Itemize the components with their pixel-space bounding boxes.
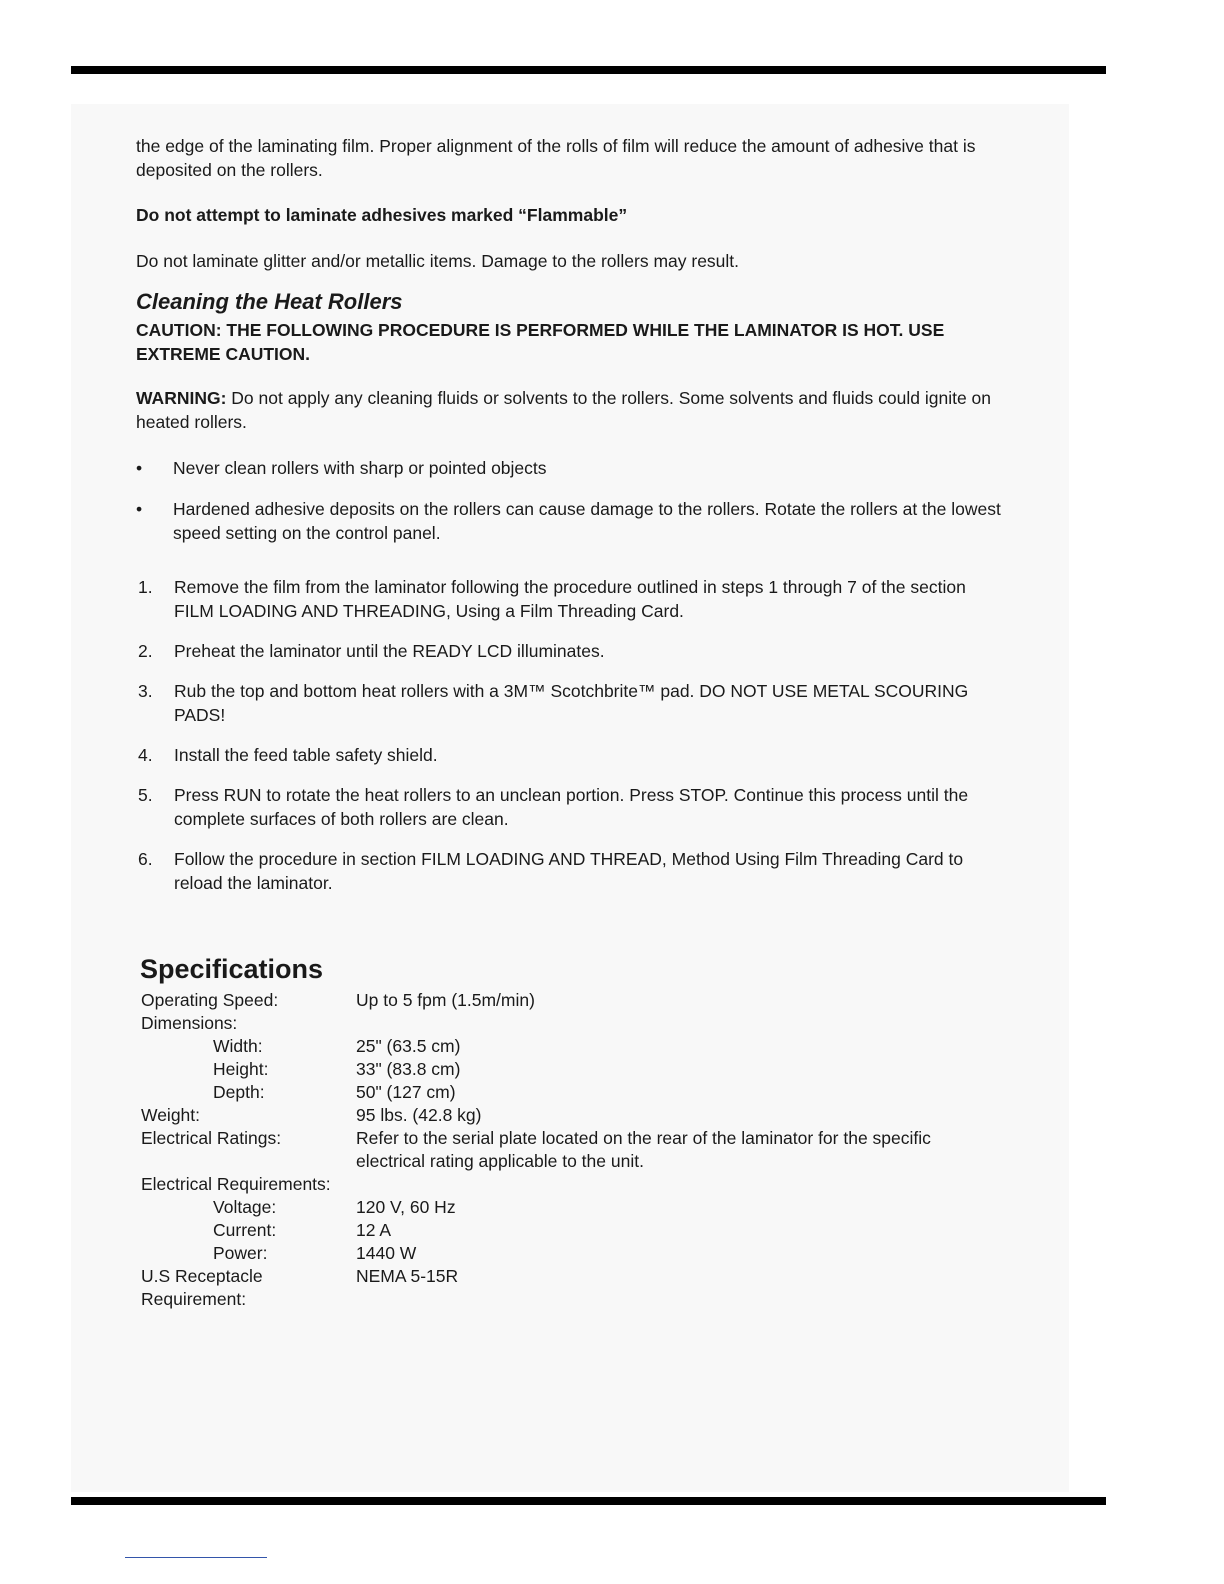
spec-row-depth (141, 1081, 1001, 1104)
step-number: 1. (138, 577, 153, 597)
spec-value: 120 V, 60 Hz (356, 1197, 456, 1217)
bottom-rule (71, 1497, 1106, 1505)
top-rule (71, 66, 1106, 74)
step-number: 6. (138, 849, 153, 869)
spec-value: Up to 5 fpm (1.5m/min) (356, 990, 535, 1010)
bullet-text: Never clean rollers with sharp or pointed objects (173, 458, 547, 478)
step-number: 2. (138, 641, 153, 661)
intro-paragraph: the edge of the laminating film. Proper alignment of the rolls of film will reduce the amount of adhesive that is deposited on the rollers. (136, 136, 976, 180)
step-number: 3. (138, 681, 153, 701)
spec-row-power (141, 1242, 1001, 1265)
bullet-text: Hardened adhesive deposits on the rollers can cause damage to the rollers. Rotate the rollers at the lowest speed setting on the control panel. (173, 499, 1001, 543)
spec-row-dimensions (141, 1012, 1001, 1035)
footer-underline (125, 1557, 267, 1558)
spec-row-width (141, 1035, 1001, 1058)
step-text: Preheat the laminator until the READY LCD illuminates. (174, 641, 605, 661)
spec-value: 33" (83.8 cm) (356, 1059, 461, 1079)
spec-label: Electrical Requirements: (141, 1174, 331, 1194)
cleaning-bullets (136, 456, 1006, 545)
specifications-table (141, 989, 1001, 1311)
cleaning-heading: Cleaning the Heat Rollers (136, 289, 403, 314)
spec-label: Dimensions: (141, 1013, 238, 1033)
spec-value: 95 lbs. (42.8 kg) (356, 1105, 482, 1125)
spec-value: 25" (63.5 cm) (356, 1036, 461, 1056)
cleaning-steps (136, 575, 1006, 895)
step-text: Follow the procedure in section FILM LOADING AND THREAD, Method Using Film Threading Card to reload the laminator. (174, 849, 964, 893)
spec-row-voltage (141, 1196, 1001, 1219)
step-text: Install the feed table safety shield. (174, 745, 438, 765)
spec-row-receptacle (141, 1265, 1001, 1311)
spec-label: Current: (213, 1220, 277, 1240)
step-text: Remove the film from the laminator following the procedure outlined in steps 1 through 7 of the section FILM LOADING AND THREADING, Using a Film Threading Card. (174, 577, 966, 621)
spec-row-current (141, 1219, 1001, 1242)
step-text: Press RUN to rotate the heat rollers to an unclean portion. Press STOP. Continue this process until the complete surfaces of both rollers are clean. (174, 785, 969, 829)
glitter-notice: Do not laminate glitter and/or metallic items. Damage to the rollers may result. (136, 251, 740, 271)
step-number: 5. (138, 785, 153, 805)
step-item (136, 575, 1006, 623)
spec-row-electrical-requirements (141, 1173, 1001, 1196)
caution-notice: CAUTION: THE FOLLOWING PROCEDURE IS PERFORMED WHILE THE LAMINATOR IS HOT. USE EXTREME CAUTION. (136, 320, 945, 364)
step-item (136, 783, 1006, 831)
list-item (136, 497, 1006, 545)
specifications-heading: Specifications (140, 954, 324, 984)
step-item (136, 639, 1006, 663)
spec-value: 1440 W (356, 1243, 417, 1263)
bullet-icon: • (136, 458, 143, 478)
spec-value: 12 A (356, 1220, 392, 1240)
step-item (136, 679, 1006, 727)
spec-row-weight (141, 1104, 1001, 1127)
list-item (136, 456, 1006, 480)
spec-label: Voltage: (213, 1197, 277, 1217)
warning-label: WARNING: (136, 388, 227, 408)
spec-label: Operating Speed: (141, 990, 279, 1010)
step-item (136, 847, 1006, 895)
step-number: 4. (138, 745, 153, 765)
spec-value: 50" (127 cm) (356, 1082, 456, 1102)
spec-label: Height: (213, 1059, 269, 1079)
warning-notice (136, 386, 1006, 434)
spec-label: Electrical Ratings: (141, 1128, 282, 1148)
spec-value: Refer to the serial plate located on the rear of the laminator for the specific electrical rating applicable to the unit. (356, 1128, 931, 1171)
spec-label: Depth: (213, 1082, 265, 1102)
spec-label: Width: (213, 1036, 263, 1056)
spec-row-electrical-ratings (141, 1127, 1001, 1173)
step-item (136, 743, 1006, 767)
warning-text: Do not apply any cleaning fluids or solvents to the rollers. Some solvents and fluids could ignite on heated rollers. (136, 388, 992, 432)
spec-row-operating-speed (141, 989, 1001, 1012)
spec-label: Power: (213, 1243, 268, 1263)
spec-value: NEMA 5-15R (356, 1266, 459, 1286)
flammable-notice: Do not attempt to laminate adhesives marked “Flammable” (136, 205, 628, 225)
bullet-icon: • (136, 499, 143, 519)
step-text: Rub the top and bottom heat rollers with a 3M™ Scotchbrite™ pad. DO NOT USE METAL SCOURING PADS! (174, 681, 969, 725)
spec-label: U.S Receptacle Requirement: (141, 1266, 263, 1309)
spec-label: Weight: (141, 1105, 201, 1125)
manual-content (136, 134, 1006, 911)
spec-row-height (141, 1058, 1001, 1081)
